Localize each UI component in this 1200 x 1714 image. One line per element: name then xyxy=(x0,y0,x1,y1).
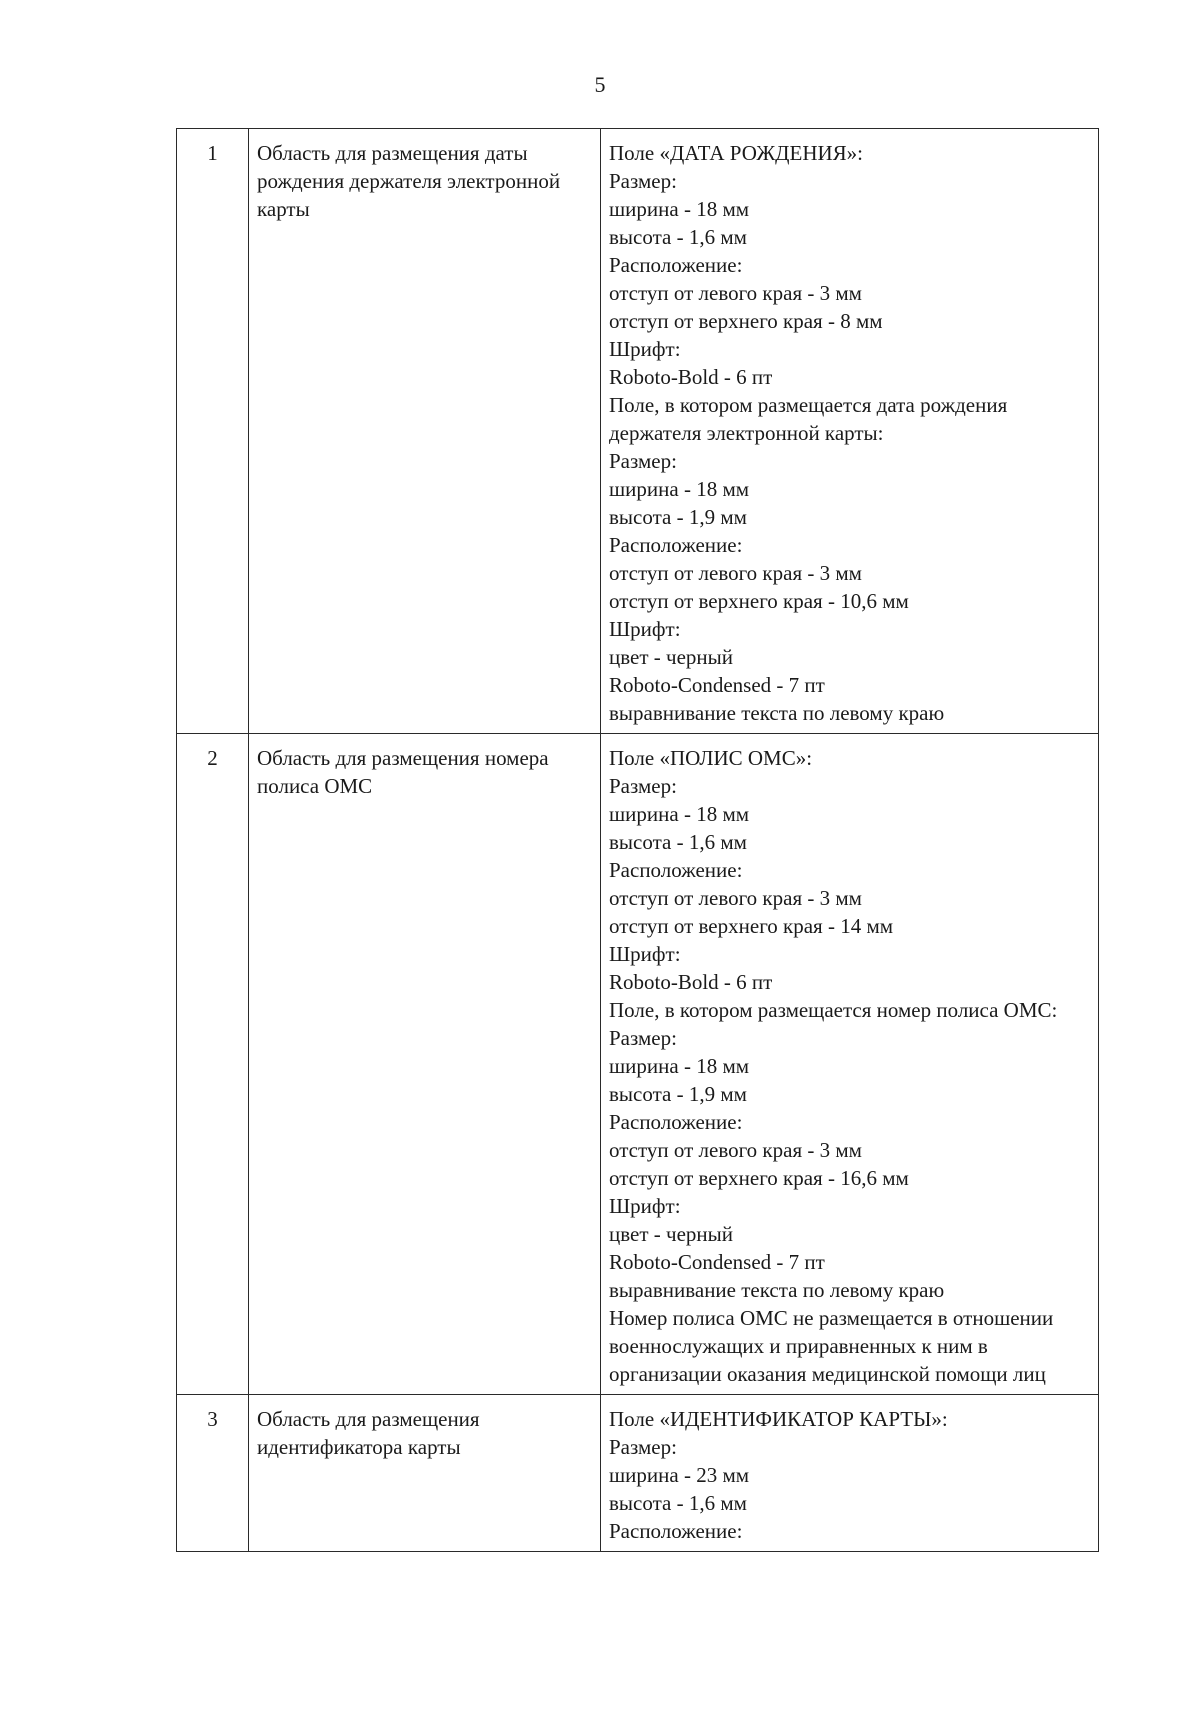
spec-line: Шрифт: xyxy=(609,1194,681,1218)
spec-line: отступ от левого края - 3 мм xyxy=(609,281,862,305)
spec-line: отступ от верхнего края - 14 мм xyxy=(609,914,894,938)
spec-line: ширина - 18 мм xyxy=(609,197,750,221)
spec-line: цвет - черный xyxy=(609,1222,733,1246)
spec-line: выравнивание текста по левому краю xyxy=(609,701,945,725)
spec-line: Расположение: xyxy=(609,253,743,277)
spec-line: Поле «ДАТА РОЖДЕНИЯ»: xyxy=(609,141,863,165)
spec-line: Расположение: xyxy=(609,1110,743,1134)
spec-line: ширина - 18 мм xyxy=(609,1054,750,1078)
row-number: 1 xyxy=(177,129,249,734)
field-specification xyxy=(601,1395,1099,1552)
spec-line: Расположение: xyxy=(609,858,743,882)
area-description: Область для размещения идентификатора карты xyxy=(249,1395,601,1552)
spec-line: Поле «ПОЛИС ОМС»: xyxy=(609,746,813,770)
spec-line: ширина - 18 мм xyxy=(609,802,750,826)
spec-line: отступ от верхнего края - 16,6 мм xyxy=(609,1166,909,1190)
spec-line: ширина - 18 мм xyxy=(609,477,750,501)
spec-line: Расположение: xyxy=(609,533,743,557)
spec-line: отступ от левого края - 3 мм xyxy=(609,1138,862,1162)
spec-line: Размер: xyxy=(609,1026,677,1050)
spec-line: Размер: xyxy=(609,774,677,798)
spec-line: Размер: xyxy=(609,169,677,193)
spec-line: высота - 1,6 мм xyxy=(609,1491,747,1515)
table-row xyxy=(177,1395,1099,1552)
spec-line: Шрифт: xyxy=(609,617,681,641)
spec-line: отступ от верхнего края - 8 мм xyxy=(609,309,883,333)
table-row xyxy=(177,129,1099,734)
row-number: 3 xyxy=(177,1395,249,1552)
spec-line: Шрифт: xyxy=(609,337,681,361)
spec-line: Шрифт: xyxy=(609,942,681,966)
spec-line: Поле, в котором размещается дата рождения держателя электронной карты: xyxy=(609,393,1013,445)
specification-table xyxy=(176,128,1099,1552)
spec-line: Roboto-Bold - 6 пт xyxy=(609,365,773,389)
spec-line: Roboto-Condensed - 7 пт xyxy=(609,1250,825,1274)
spec-line: высота - 1,9 мм xyxy=(609,505,747,529)
spec-line: высота - 1,6 мм xyxy=(609,830,747,854)
spec-line: Расположение: xyxy=(609,1519,743,1543)
spec-line: Roboto-Bold - 6 пт xyxy=(609,970,773,994)
spec-line: Roboto-Condensed - 7 пт xyxy=(609,673,825,697)
field-specification xyxy=(601,129,1099,734)
spec-line: высота - 1,6 мм xyxy=(609,225,747,249)
spec-line: Размер: xyxy=(609,1435,677,1459)
spec-line: Поле, в котором размещается номер полиса ОМС: xyxy=(609,998,1058,1022)
spec-line: ширина - 23 мм xyxy=(609,1463,750,1487)
spec-line: отступ от левого края - 3 мм xyxy=(609,561,862,585)
spec-line: отступ от левого края - 3 мм xyxy=(609,886,862,910)
spec-line: цвет - черный xyxy=(609,645,733,669)
page-number: 5 xyxy=(594,72,606,97)
spec-line: отступ от верхнего края - 10,6 мм xyxy=(609,589,909,613)
spec-line: Размер: xyxy=(609,449,677,473)
spec-line: выравнивание текста по левому краю xyxy=(609,1278,945,1302)
spec-line: высота - 1,9 мм xyxy=(609,1082,747,1106)
table-row xyxy=(177,734,1099,1395)
spec-line: Номер полиса ОМС не размещается в отношении военнослужащих и приравненных к ним в организации оказания медицинской помощи лиц xyxy=(609,1306,1059,1386)
area-description: Область для размещения номера полиса ОМС xyxy=(249,734,601,1395)
area-description: Область для размещения даты рождения держателя электронной карты xyxy=(249,129,601,734)
row-number: 2 xyxy=(177,734,249,1395)
spec-line: Поле «ИДЕНТИФИКАТОР КАРТЫ»: xyxy=(609,1407,948,1431)
field-specification xyxy=(601,734,1099,1395)
